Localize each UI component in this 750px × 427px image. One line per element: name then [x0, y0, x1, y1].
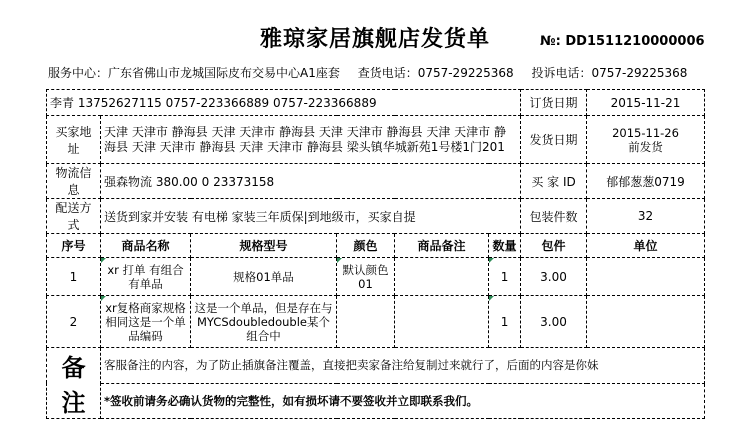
logistics-label: 物流信息 [47, 164, 101, 199]
item-name: xr复格商家规格相同这是一个单品编码 [101, 296, 191, 348]
delivery-method: 送货到家并安装 有电梯 家装三年质保|到地级市，买家自提 [101, 199, 521, 234]
item-remark [395, 296, 489, 348]
item-name: xr 打单 有组合有单品 [101, 258, 191, 296]
col-header-name: 商品名称 [101, 234, 191, 258]
col-header-pkg: 包件 [521, 234, 587, 258]
item-unit [587, 296, 705, 348]
item-pkg: 3.00 [521, 296, 587, 348]
buyer-id-label: 买 家 ID [521, 164, 587, 199]
item-spec: 规格01单品 [191, 258, 337, 296]
page-title: 雅琼家居旗舰店发货单 [259, 27, 490, 52]
item-color [337, 296, 395, 348]
ship-date-cell [587, 116, 705, 164]
buyer-id: 郁郁葱葱0719 [587, 164, 705, 199]
item-unit [587, 258, 705, 296]
remarks-line-1: 客服备注的内容，为了防止插旗备注覆盖，直接把卖家备注给复制过来就行了，后面的内容是你妹 [101, 348, 705, 384]
item-no: 1 [47, 258, 101, 296]
col-header-remark: 商品备注 [395, 234, 489, 258]
item-qty: 1 [489, 296, 521, 348]
order-date-label: 订货日期 [521, 90, 587, 116]
table-row [47, 296, 705, 348]
ship-date-label: 发货日期 [521, 116, 587, 164]
remarks-label: 备注 [47, 348, 101, 419]
logistics-info: 强森物流 380.00 0 23373158 [101, 164, 521, 199]
query-phone: 查货电话：0757-29225368 [357, 66, 514, 80]
buyer-address: 天津 天津市 静海县 天津 天津市 静海县 天津 天津市 静海县 天津 天津市 静海县 天津 天津市 静海县 天津 天津市 静海县 梁头镇华城新苑1号楼1门201 [101, 116, 521, 164]
contact-info: 李青 13752627115 0757-223366889 0757-223366889 [47, 90, 521, 116]
service-info [48, 64, 701, 81]
order-date: 2015-11-21 [587, 90, 705, 116]
remarks-line-2: *签收前请务必确认货物的完整性，如有损坏请不要签收并立即联系我们。 [101, 383, 705, 419]
col-header-no: 序号 [47, 234, 101, 258]
items-header-row [47, 234, 705, 258]
item-qty: 1 [489, 258, 521, 296]
item-pkg: 3.00 [521, 258, 587, 296]
pkg-count: 32 [587, 199, 705, 234]
buyer-address-label: 买家地址 [47, 116, 101, 164]
shipping-table [46, 89, 705, 419]
col-header-unit: 单位 [587, 234, 705, 258]
service-center: 服务中心：广东省佛山市龙城国际皮布交易中心A1座套 [48, 66, 340, 80]
item-color: 默认颜色01 [337, 258, 395, 296]
order-number: №: DD1511210000006 [540, 34, 705, 49]
col-header-qty: 数量 [489, 234, 521, 258]
ship-note: 前发货 [628, 139, 663, 154]
ship-date: 2015-11-26 [612, 125, 679, 140]
delivery-label: 配送方式 [47, 199, 101, 234]
item-spec: 这是一个单品，但是存在与MYCSdoubledouble某个组合中 [191, 296, 337, 348]
table-row [47, 258, 705, 296]
complaint-phone: 投诉电话：0757-29225368 [531, 66, 688, 80]
item-remark [395, 258, 489, 296]
col-header-spec: 规格型号 [191, 234, 337, 258]
pkg-count-label: 包装件数 [521, 199, 587, 234]
item-no: 2 [47, 296, 101, 348]
col-header-color: 颜色 [337, 234, 395, 258]
